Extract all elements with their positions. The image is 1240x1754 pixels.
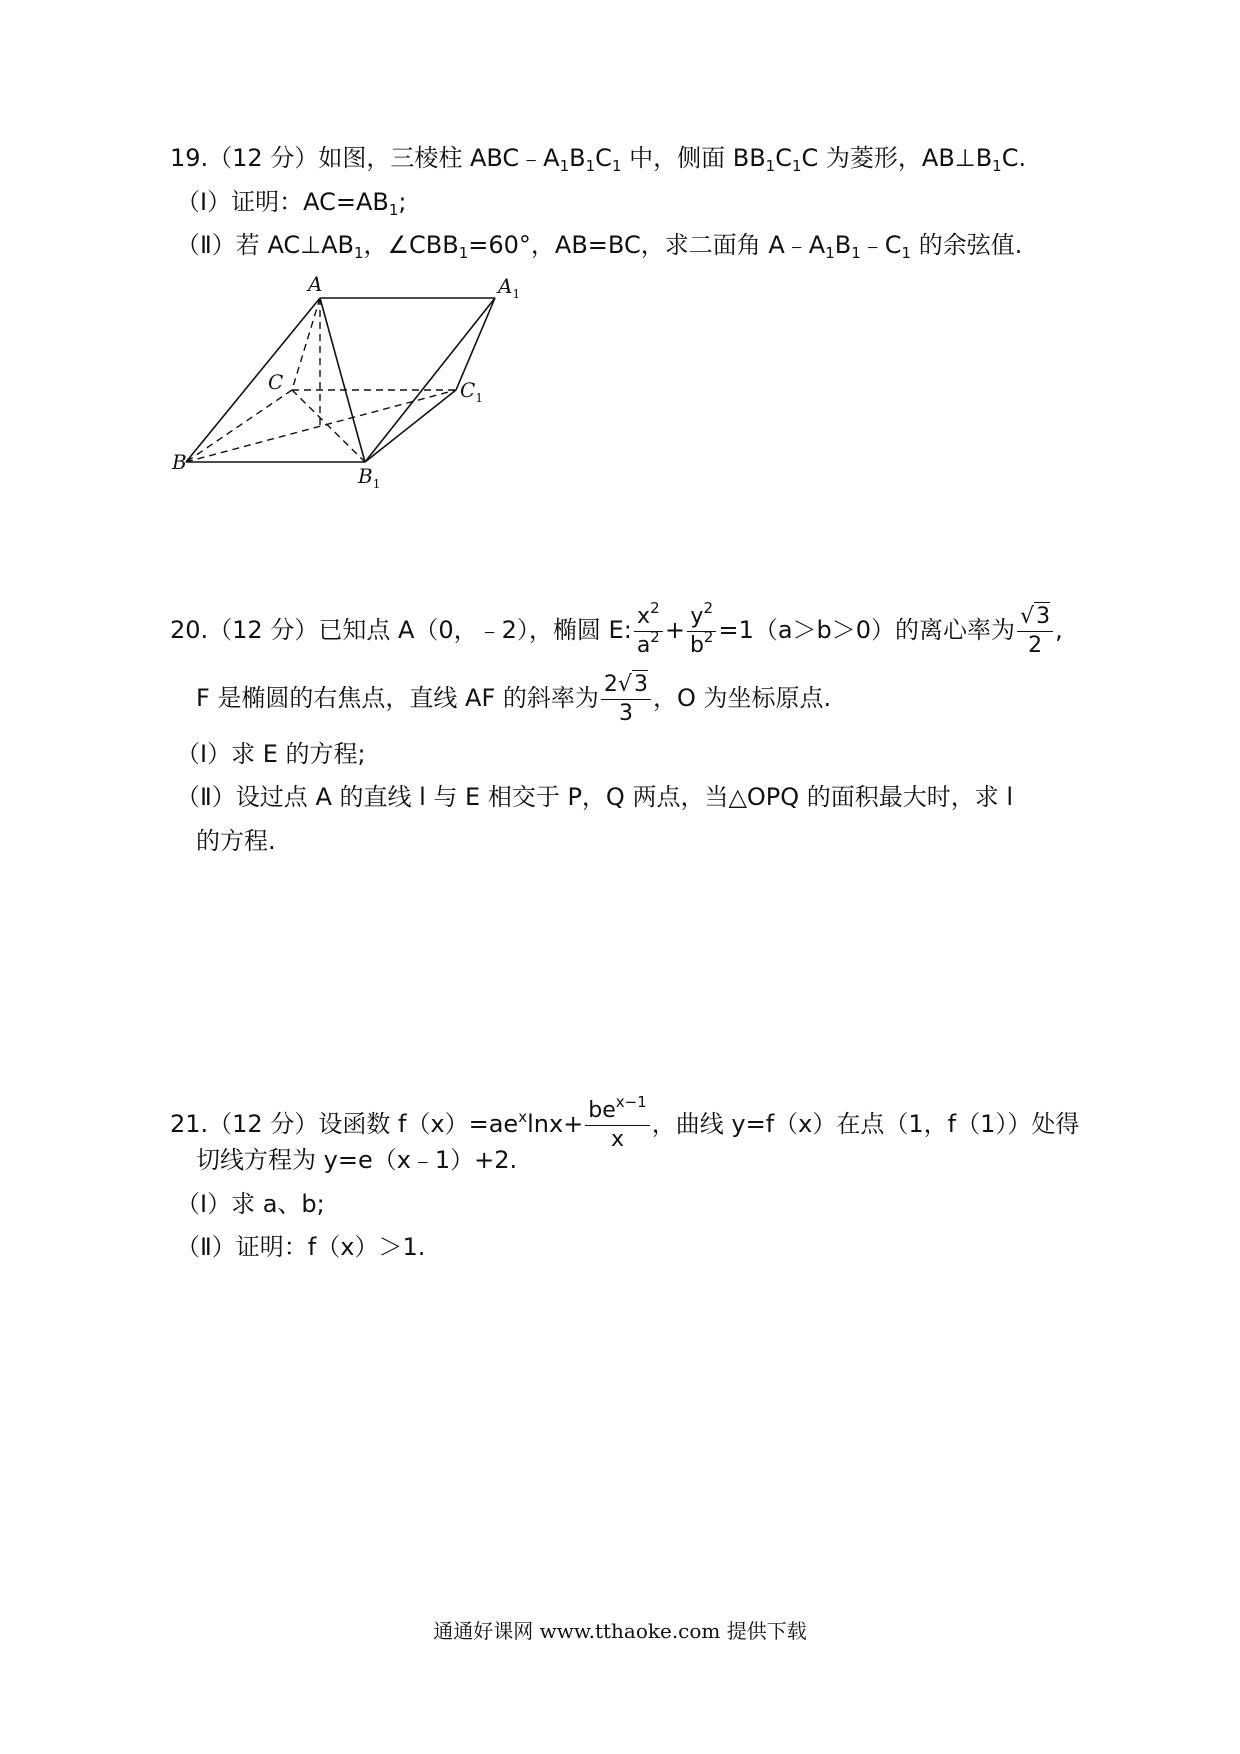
fraction-x2-a2: $\frac{x^2}{a^2}$ bbox=[634, 603, 663, 660]
q19-stem: 19.（12 分）如图，三棱柱 $ABC﹣A_1B_1C_1$ 中，侧面 $BB_1C_1C$ 为菱形，$AB\perp B_1C$. bbox=[170, 144, 1027, 175]
label-b1: $B_1$ bbox=[358, 464, 381, 491]
q19-part2: （Ⅱ）若 $AC\perp AB_1$，$\angle CBB_1=60^\circ$，AB=BC，求二面角 $A﹣A_1B_1﹣C_1$ 的余弦值. bbox=[176, 231, 1023, 262]
edge-a1-b1 bbox=[365, 298, 495, 462]
fraction-eccentricity: $\frac{√3}{2}$ bbox=[1017, 602, 1053, 660]
diag-c-b1 bbox=[292, 390, 365, 462]
q21-part1: （Ⅰ）求 a、b; bbox=[176, 1190, 325, 1218]
q20-part2-line1: （Ⅱ）设过点 A 的直线 l 与 E 相交于 P，Q 两点，当△OPQ 的面积最大时，求 l bbox=[176, 783, 1014, 811]
q20-line2: F 是椭圆的右焦点，直线 AF 的斜率为 $\frac{2√3}{3}$ ，O 为坐标原点. bbox=[196, 672, 832, 726]
footer-source: 通通好课网 www.tthaoke.com 提供下载 bbox=[433, 1619, 807, 1643]
q20-part1: （Ⅰ）求 E 的方程; bbox=[176, 740, 366, 768]
label-a: A bbox=[308, 272, 323, 296]
edge-c1-b1 bbox=[365, 390, 456, 462]
fraction-y2-b2: $\frac{y^2}{b^2}$ bbox=[687, 603, 717, 660]
label-c1: $C_1$ bbox=[460, 378, 483, 405]
edge-a-b bbox=[186, 298, 320, 462]
label-a1: $A_1$ bbox=[498, 274, 521, 301]
fraction-slope: $\frac{2√3}{3}$ bbox=[601, 670, 651, 728]
edge-a-c bbox=[292, 298, 320, 390]
edge-a-b1 bbox=[320, 298, 365, 462]
q21-line2: 切线方程为 y=e（x﹣1）+2. bbox=[196, 1146, 518, 1174]
prism-figure bbox=[172, 272, 550, 495]
q20-stem: 20.（12 分）已知点 A（0，﹣2），椭圆 E: $\frac{x^2}{a^2}$ + $\frac{y^2}{b^2}$ =1（a＞b＞0）的离心率为 $\frac{√3}{2}$ , bbox=[170, 598, 1063, 658]
q20-part2-line2: 的方程. bbox=[196, 827, 276, 855]
q21-stem: 21.（12 分）设函数 $f(x)=ae^x\ln x+$ $\frac{be^{x-1}}{x}$ ，曲线 y=f（x）在点（1，f（1））处得 bbox=[170, 1092, 1080, 1152]
label-b: B bbox=[172, 450, 187, 474]
q19-part1: （Ⅰ）证明：$AC=AB_1$; bbox=[176, 188, 407, 219]
diag-b-c1 bbox=[186, 390, 456, 462]
edge-a1-c1 bbox=[456, 298, 495, 390]
fraction-be-over-x: $\frac{be^{x-1}}{x}$ bbox=[585, 1097, 650, 1154]
edge-c-b bbox=[186, 390, 292, 462]
label-c: C bbox=[268, 370, 284, 394]
q21-part2: （Ⅱ）证明：f（x）＞1. bbox=[176, 1233, 426, 1261]
